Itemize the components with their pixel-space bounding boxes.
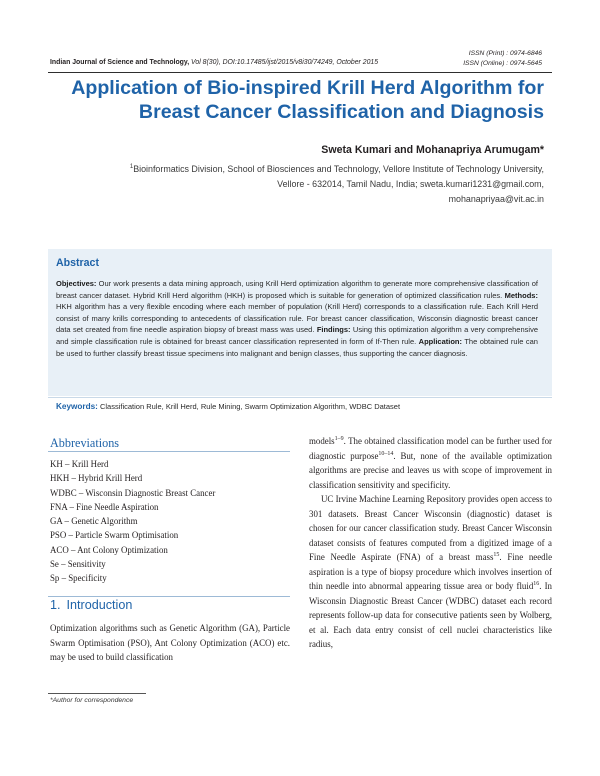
journal-citation <box>50 59 378 66</box>
methods-label: Methods: <box>504 290 538 300</box>
objectives-text: Our work presents a data mining approach, using Krill Herd optimization algorithm to generate more comprehensive classification of breast cancer dataset. Hybrid Krill Herd algorithm (HKH) is proposed which is suitable for generation of optimized classification rules. <box>56 279 538 300</box>
citation-ref: 1–9 <box>334 436 344 443</box>
text-run: . Fine needle aspiration is a type of biopsy procedure which involves insertion of thin needle into abnormal appearing tissue area or body fluid <box>309 552 553 591</box>
objectives-label: Objectives: <box>56 279 97 288</box>
abbreviation-item: ACO – Ant Colony Optimization <box>50 544 168 555</box>
header-rule <box>48 72 552 73</box>
body-paragraph-2 <box>309 492 552 652</box>
footnote: *Author for correspondence <box>50 697 134 704</box>
abbreviation-item: Se – Sensitivity <box>50 559 106 570</box>
abbreviation-item: GA – Genetic Algorithm <box>50 516 138 527</box>
footnote-rule <box>48 693 146 694</box>
abbreviation-item: PSO – Particle Swarm Optimisation <box>50 530 179 541</box>
text-run: UC Irvine Machine Learning Repository provides open access to 301 datasets. Breast Cancer Wisconsin (diagnostic) dataset is chosen for our cancer classification study. Breast Cancer Wisconsin dataset consists of features computed from a digitized image of a Fine Needle Aspirate (FNA) of a breast mass <box>309 494 552 562</box>
authors: Sweta Kumari and Mohanapriya Arumugam* <box>321 144 544 156</box>
affiliation-line-1: Bioinformatics Division, School of Biosciences and Technology, Vellore Institute of Technology University, <box>133 164 544 174</box>
keywords-label: Keywords: <box>56 402 98 411</box>
keywords-rule <box>48 397 552 398</box>
text-run: . In Wisconsin Diagnostic Breast Cancer (WDBC) dataset each record represents follow-up data for consecutive patients seen by Wolberg, et al. Each data entry consist of cell nuclei characteristics like radius, <box>309 581 552 649</box>
abbreviation-item: Sp – Specificity <box>50 573 107 584</box>
text-run: . The obtained classification model can be further used for diagnostic purpose <box>309 436 552 461</box>
text-run: . But, none of the available optimization algorithms are precise and leaves us with scope of improvement in classification sensitivity and specificity. <box>309 450 552 490</box>
methods-text: HKH algorithm has a very flexible encoding where each member of population (Krill Herd) corresponds to a classification rule. Each Krill Herd consist of many krills corresponding to antecedents of classification rule. For breast cancer classification, Wisconsin diagnostic breast cancer data set created from fine needle aspiration biopsy of breast mass was used. <box>56 302 538 335</box>
introduction-rule <box>48 596 290 597</box>
findings-label: Findings: <box>316 325 351 335</box>
abstract-text <box>56 278 538 359</box>
section-number: 1. <box>50 598 61 612</box>
body-paragraph-1 <box>309 434 552 492</box>
findings-text: Using this optimization algorithm a very comprehensive and simple classification rule is obtained for breast cancer classification represented in form of If-Then rule. <box>56 325 538 346</box>
abbreviation-item: KH – Krill Herd <box>50 459 109 469</box>
citation-ref: 16 <box>533 581 540 588</box>
affiliation <box>120 162 544 206</box>
affiliation-line-2: Vellore - 632014, Tamil Nadu, India; sweta.kumari1231@gmail.com, <box>277 178 544 189</box>
introduction-paragraph: Optimization algorithms such as Genetic Algorithm (GA), Particle Swarm Optimisation (PSO), Ant Colony Optimization (ACO) etc. may be used to build classification <box>50 623 290 663</box>
application-text: The obtained rule can be used to further classify breast tissue specimens into malignant and benign classes, thus supporting the cancer diagnosis. <box>56 336 538 358</box>
keywords <box>56 402 400 411</box>
affiliation-sup: 1 <box>129 164 134 171</box>
abbreviation-item: WDBC – Wisconsin Diagnostic Breast Cancer <box>50 487 216 498</box>
keywords-text: Classification Rule, Krill Herd, Rule Mining, Swarm Optimization Algorithm, WDBC Dataset <box>99 402 401 411</box>
introduction-heading <box>50 598 132 612</box>
abbreviation-item: FNA – Fine Needle Aspiration <box>50 501 159 512</box>
issn-print: ISSN (Print) : 0974-6846 <box>468 50 542 57</box>
citation-details: Vol 8(30), DOI:10.17485/ijst/2015/v8i30/74249, October 2015 <box>191 59 379 66</box>
journal-name: Indian Journal of Science and Technology, <box>50 59 190 66</box>
application-label: Application: <box>418 336 463 346</box>
text-run: models <box>309 436 335 446</box>
abbreviations-rule <box>48 451 290 452</box>
right-column-body <box>309 434 552 652</box>
abbreviation-item: HKH – Hybrid Krill Herd <box>50 473 143 484</box>
section-title: Introduction <box>66 598 133 612</box>
abbreviations-list <box>50 457 290 586</box>
citation-ref: 15 <box>493 552 500 559</box>
affiliation-line-3: mohanapriyaa@vit.ac.in <box>448 193 544 204</box>
paper-title: Application of Bio-inspired Krill Herd Algorithm for Breast Cancer Classification and Diagnosis <box>71 77 544 123</box>
abstract-heading: Abstract <box>56 257 99 269</box>
abbreviations-heading: Abbreviations <box>50 436 120 450</box>
citation-ref: 10–14 <box>378 450 394 457</box>
issn-online: ISSN (Online) : 0974-5645 <box>463 60 542 67</box>
